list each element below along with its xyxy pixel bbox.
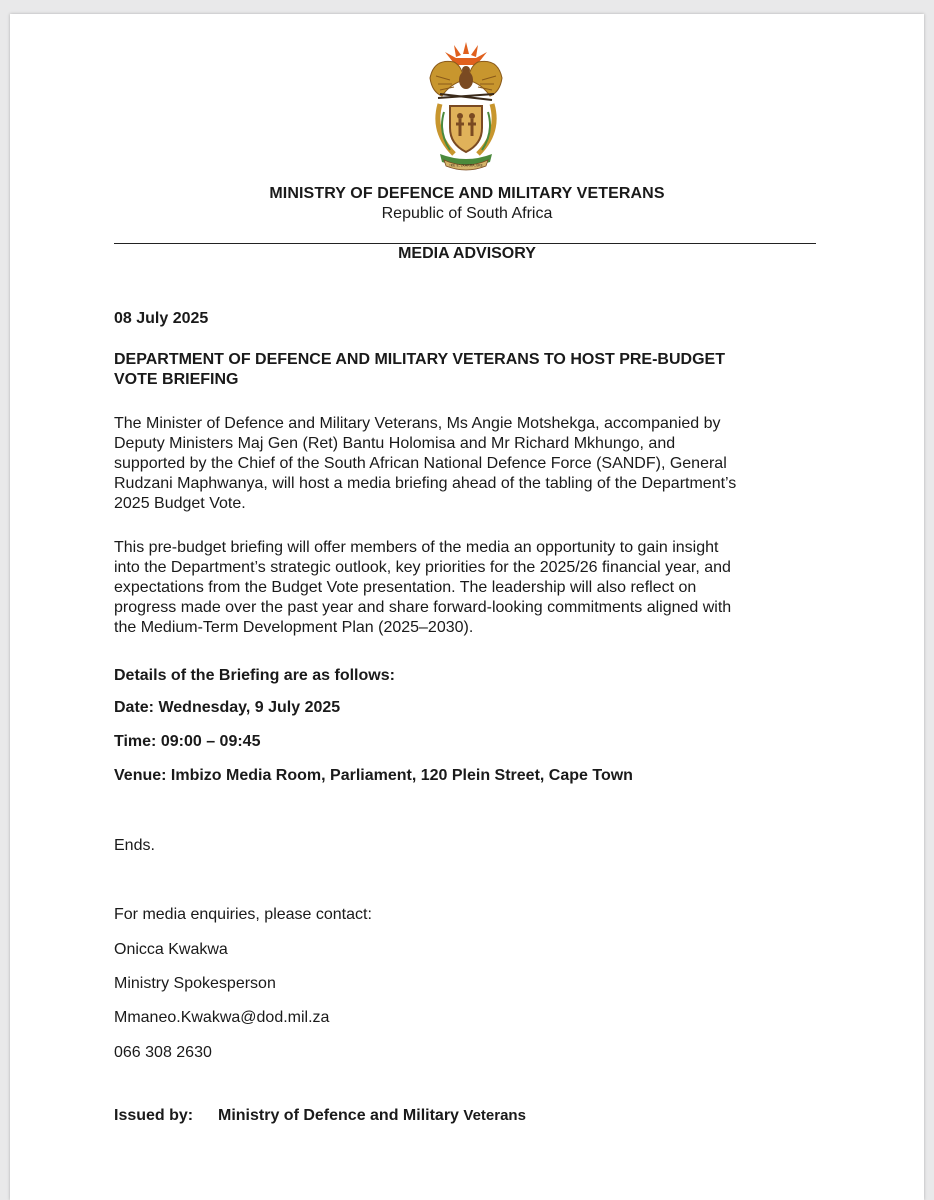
paragraph-announcement [114,414,820,514]
briefing-date: Date: Wednesday, 9 July 2025 [114,699,341,716]
ministry-title: MINISTRY OF DEFENCE AND MILITARY VETERANS [269,185,665,202]
issued-by-label: Issued by: [114,1107,194,1124]
contact-email: Mmaneo.Kwakwa@dod.mil.za [114,1009,330,1026]
headline-line: VOTE BRIEFING [114,371,239,388]
details-heading: Details of the Briefing are as follows: [114,667,395,684]
paragraph-line: This pre-budget briefing will offer members of the media an opportunity to gain insight [114,539,719,556]
ends-marker: Ends. [114,837,155,854]
paragraph-line: Rudzani Maphwanya, will host a media briefing ahead of the tabling of the Department’s [114,475,737,492]
document-page [10,14,924,1200]
media-advisory-document [10,14,924,1200]
paragraph-line: supported by the Chief of the South African National Defence Force (SANDF), General [114,455,727,472]
header-divider [114,243,816,244]
issued-by-value: Ministry of Defence and Military [218,1107,459,1124]
briefing-venue: Venue: Imbizo Media Room, Parliament, 120 Plein Street, Cape Town [114,767,633,784]
paragraph-line: into the Department’s strategic outlook, key priorities for the 2025/26 financial year, and [114,559,731,576]
paragraph-line: 2025 Budget Vote. [114,495,246,512]
issued-by-value-tail: Veterans [463,1107,526,1124]
document-type-title: MEDIA ADVISORY [398,245,536,262]
paragraph-line: progress made over the past year and share forward-looking commitments aligned with [114,599,732,616]
country-name: Republic of South Africa [381,205,553,222]
paragraph-line: expectations from the Budget Vote presentation. The leadership will also reflect on [114,579,697,596]
crest-motto: !KE E: /XARRA //KE [449,163,483,168]
briefing-time: Time: 09:00 – 09:45 [114,733,261,750]
headline [114,350,820,390]
contact-name: Onicca Kwakwa [114,941,228,958]
enquiries-intro: For media enquiries, please contact: [114,906,372,923]
paragraph-line: Deputy Ministers Maj Gen (Ret) Bantu Holomisa and Mr Richard Mkhungo, and [114,435,676,452]
paragraph-line: the Medium-Term Development Plan (2025–2030). [114,619,474,636]
headline-line: DEPARTMENT OF DEFENCE AND MILITARY VETERANS TO HOST PRE-BUDGET [114,351,725,368]
contact-phone: 066 308 2630 [114,1044,212,1061]
issued-by [114,1106,820,1126]
paragraph-line: The Minister of Defence and Military Veterans, Ms Angie Motshekga, accompanied by [114,415,721,432]
paragraph-purpose [114,538,820,638]
coat-of-arms-icon [420,40,512,172]
advisory-date: 08 July 2025 [114,310,209,327]
contact-role: Ministry Spokesperson [114,975,276,992]
